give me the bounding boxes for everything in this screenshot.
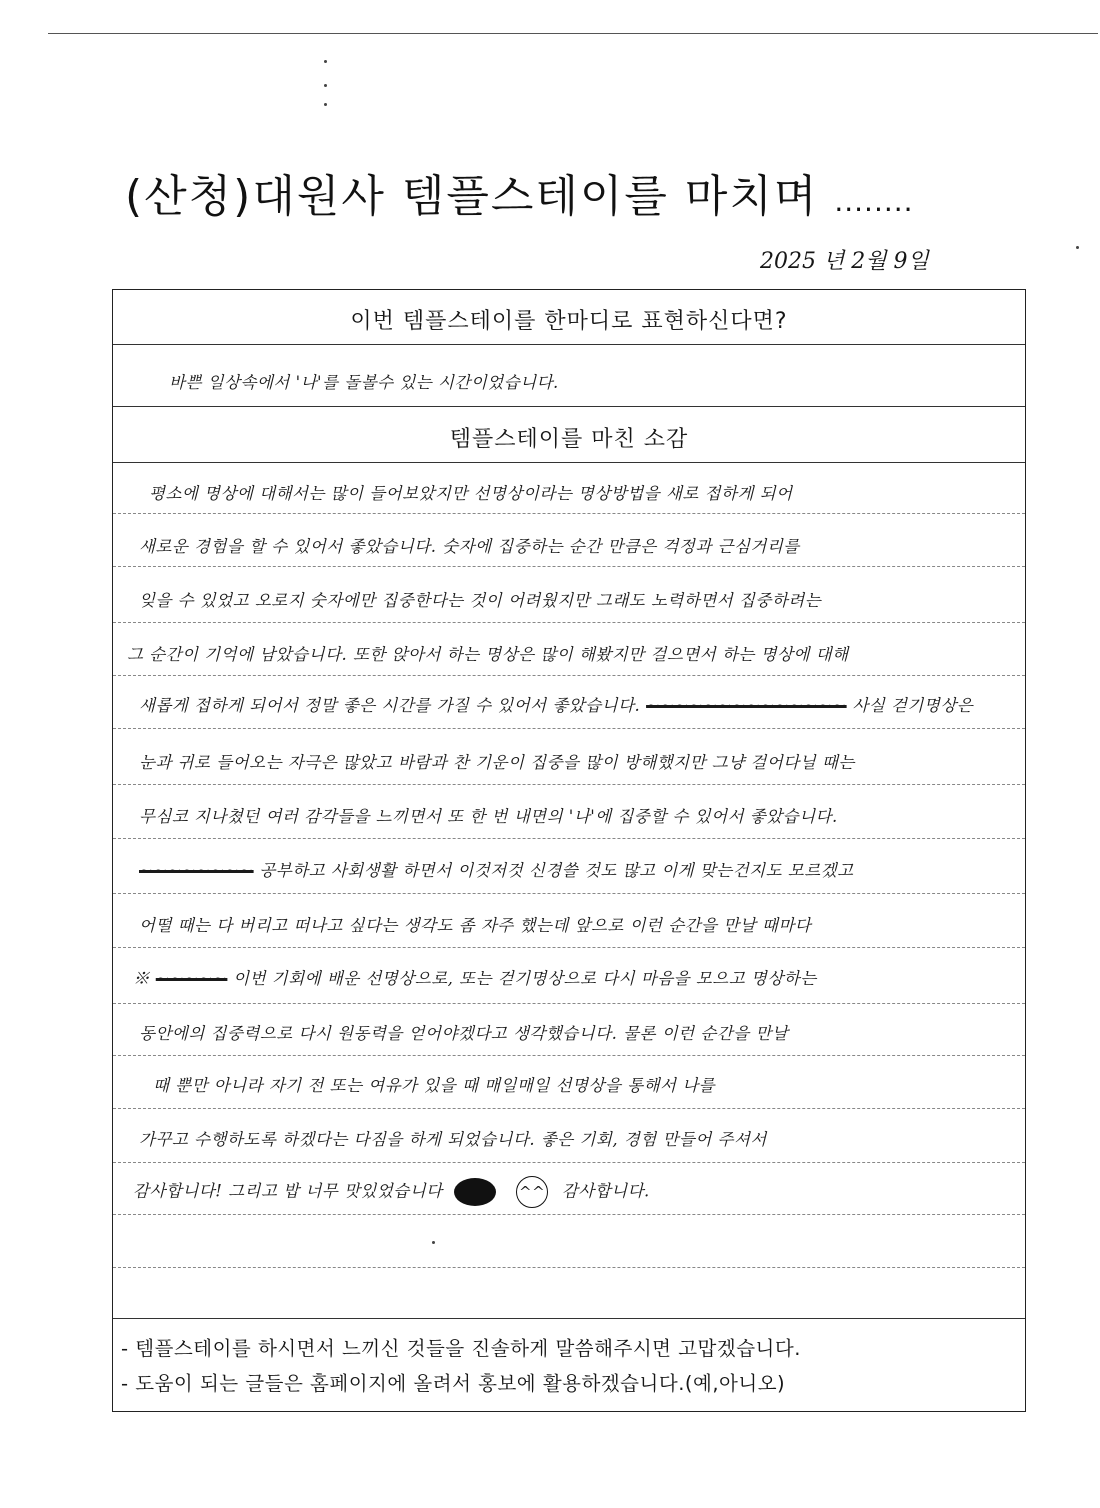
ruled-line: [113, 893, 1025, 894]
date: 2025 년 2월 9일: [760, 249, 929, 274]
line-text: 이번 기회에 배운 선명상으로, 또는 걷기명상으로 다시 마음을 모으고 명상하는: [233, 969, 817, 988]
line-text: 감사합니다! 그리고 밥 너무 맛있었습니다: [133, 1181, 443, 1201]
handwritten-line: 가꾸고 수행하도록 하겠다는 다짐을 하게 되었습니다. 좋은 기회, 경험 만들어 주셔서: [139, 1130, 767, 1149]
handwritten-line: 그 순간이 기억에 남았습니다. 또한 앉아서 하는 명상은 많이 해봤지만 걸으면서 하는 명상에 대해: [127, 645, 849, 664]
handwritten-line: [139, 857, 854, 881]
divider: [113, 406, 1025, 407]
line-text: 감사합니다.: [561, 1181, 650, 1201]
scan-speck: [1076, 246, 1079, 249]
handwritten-line: [139, 692, 973, 716]
top-rule: [48, 33, 1098, 34]
line-marker: ※: [133, 969, 150, 988]
handwritten-line: [133, 1176, 650, 1208]
question-header: 이번 템플스테이를 한마디로 표현하신다면?: [350, 309, 788, 334]
ruled-line: [113, 1055, 1025, 1056]
ink-scribble: [454, 1178, 496, 1206]
ruled-line: [113, 1267, 1025, 1268]
line-text: 새롭게 접하게 되어서 정말 좋은 시간를 가질 수 있어서 좋았습니다.: [139, 696, 641, 715]
ruled-line: [113, 1108, 1025, 1109]
line-text: 공부하고 사회생활 하면서 이것저것 신경쓸 것도 많고 이게 맞는건지도 모르겠고: [259, 861, 854, 880]
survey-form: [112, 289, 1026, 1412]
impressions-header: 템플스테이를 마친 소감: [449, 427, 689, 452]
handwritten-line: 동안에의 집중력으로 다시 원동력을 얻어야겠다고 생각했습니다. 물론 이런 순간을 만날: [139, 1024, 789, 1043]
ruled-line: [113, 784, 1025, 785]
handwritten-line: 때 뿐만 아니라 자기 전 또는 여유가 있을 때 매일매일 선명상을 통해서 나를: [153, 1076, 716, 1095]
handwritten-line: 눈과 귀로 들어오는 자극은 많았고 바람과 찬 기운이 집중을 많이 방해했지만 그냥 걸어다닐 때는: [139, 753, 855, 772]
ruled-line: [113, 675, 1025, 676]
ruled-line: [113, 1214, 1025, 1215]
crossed-out-text: ~~~~~~~~: [139, 861, 254, 880]
ruled-line: [113, 513, 1025, 514]
title-text: (산청)대원사 템플스테이를 마치며: [125, 171, 819, 222]
footer-note: - 템플스테이를 하시면서 느끼신 것들을 진솔하게 말씀해주시면 고맙겠습니다.: [121, 1337, 801, 1360]
line-text: 사실 걷기명상은: [852, 696, 974, 715]
crossed-out-text: ~~~~~~~~~~~~~~: [646, 696, 847, 715]
handwritten-line: 무심코 지나쳤던 여러 감각들을 느끼면서 또 한 번 내면의 '나'에 집중할 수 있어서 좋았습니다.: [139, 807, 838, 826]
page-title: [125, 160, 1055, 224]
answer-text: 바쁜 일상속에서 '나'를 돌볼수 있는 시간이었습니다.: [169, 373, 559, 392]
handwritten-line: [133, 965, 817, 989]
ruled-line: [113, 622, 1025, 623]
title-dots: ........: [834, 185, 914, 218]
handwritten-line: 평소에 명상에 대해서는 많이 들어보았지만 선명상이라는 명상방법을 새로 접하게 되어: [149, 484, 793, 503]
handwritten-line: 어떨 때는 다 버리고 떠나고 싶다는 생각도 좀 자주 했는데 앞으로 이런 순간을 만날 때마다: [139, 916, 812, 935]
ruled-line: [113, 1003, 1025, 1004]
ruled-line: [113, 728, 1025, 729]
ruled-line: [113, 1162, 1025, 1163]
scan-speck: [324, 84, 327, 87]
divider: [113, 344, 1025, 345]
ruled-line: [113, 566, 1025, 567]
divider: [113, 462, 1025, 463]
scan-speck: [324, 103, 327, 106]
footer-note: - 도움이 되는 글들은 홈페이지에 올려서 홍보에 활용하겠습니다.(예,아니오): [121, 1372, 786, 1395]
divider: [113, 1318, 1025, 1319]
ruled-line: [113, 838, 1025, 839]
handwritten-line: 잊을 수 있었고 오로지 숫자에만 집중한다는 것이 어려웠지만 그래도 노력하면서 집중하려는: [139, 591, 822, 610]
smiley-face-icon: ^^: [516, 1176, 548, 1208]
handwritten-line: 새로운 경험을 할 수 있어서 좋았습니다. 숫자에 집중하는 순간 만큼은 걱정과 근심거리를: [139, 537, 800, 556]
crossed-out-text: ~~~~~: [155, 969, 228, 988]
scan-speck: [324, 60, 327, 63]
ruled-line: [113, 947, 1025, 948]
